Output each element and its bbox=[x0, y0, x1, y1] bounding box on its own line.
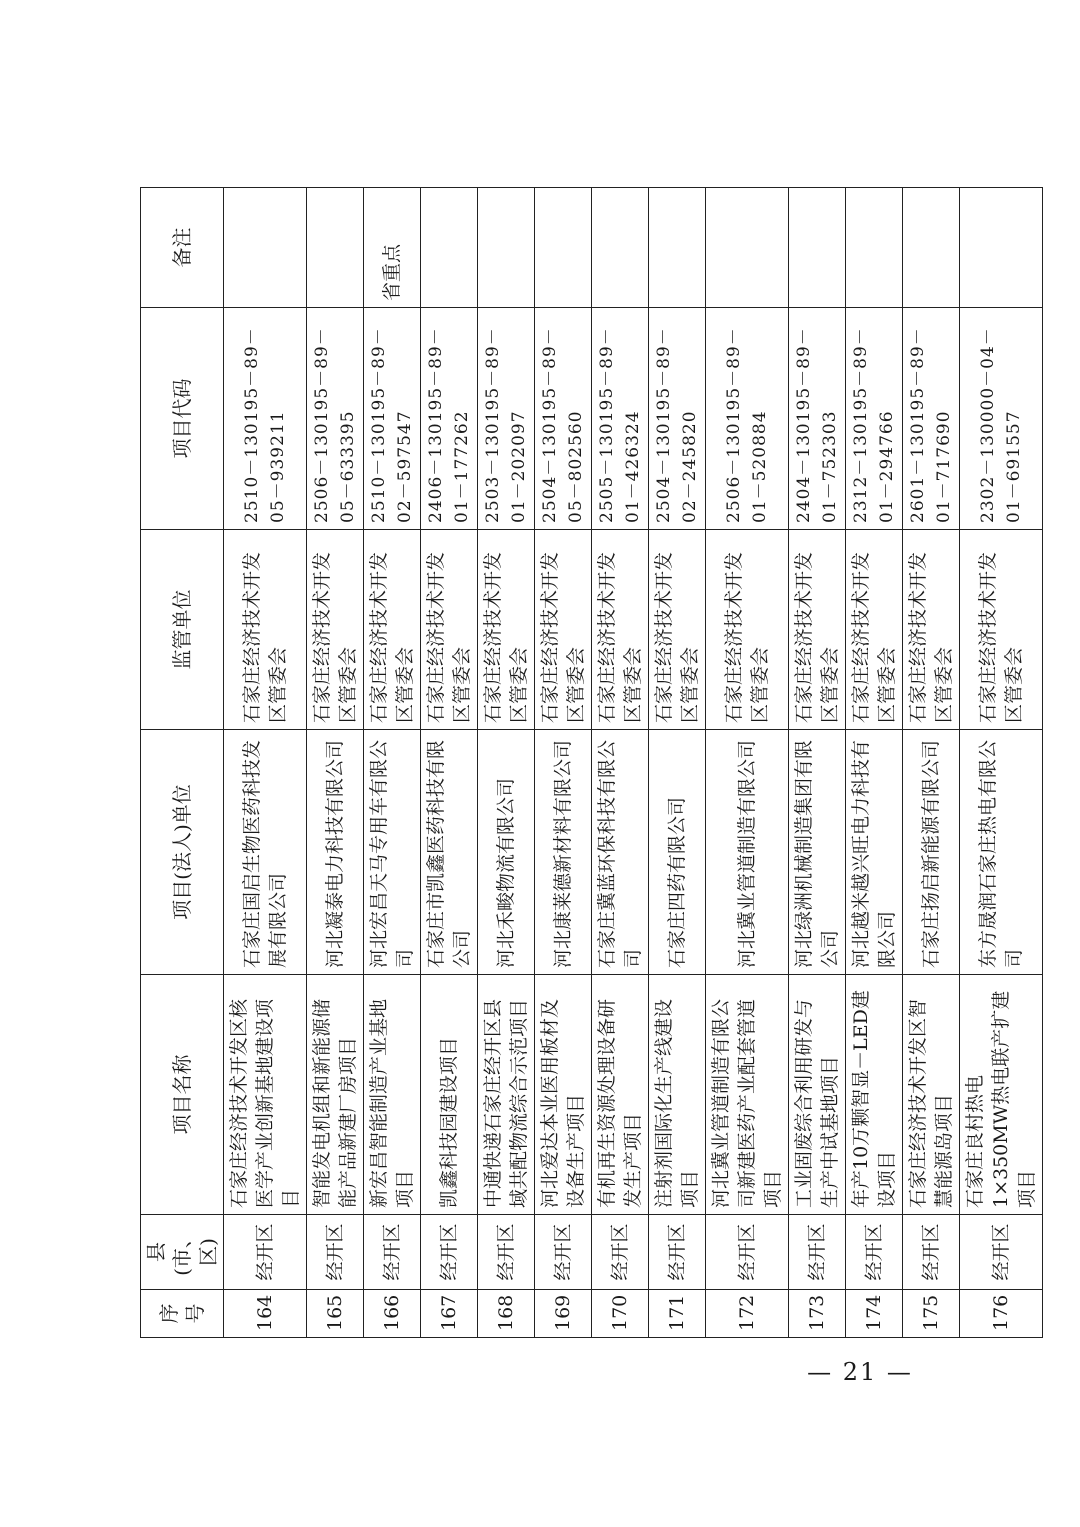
table-row bbox=[307, 188, 364, 1338]
project-table bbox=[140, 187, 1043, 1338]
cell-unit: 河北宏昌天马专用车有限公司 bbox=[364, 730, 421, 975]
cell-unit: 河北康莱德新材料有限公司 bbox=[535, 730, 592, 975]
cell-code: 2601－130195－89－01－717690 bbox=[903, 308, 960, 530]
page-number: — 21 — bbox=[807, 1358, 913, 1386]
cell-county: 经开区 bbox=[706, 1215, 789, 1290]
cell-project-name: 有机再生资源处理设备研发生产项目 bbox=[592, 975, 649, 1215]
cell-unit: 河北越米越兴旺电力科技有限公司 bbox=[846, 730, 903, 975]
cell-seq: 173 bbox=[789, 1290, 846, 1338]
cell-remark bbox=[649, 188, 706, 308]
cell-county: 经开区 bbox=[649, 1215, 706, 1290]
cell-seq: 167 bbox=[421, 1290, 478, 1338]
cell-seq: 169 bbox=[535, 1290, 592, 1338]
table-row bbox=[789, 188, 846, 1338]
cell-seq: 165 bbox=[307, 1290, 364, 1338]
rotated-table-frame bbox=[140, 188, 1038, 1338]
cell-code: 2506－130195－89－05－633395 bbox=[307, 308, 364, 530]
header-remark: 备注 bbox=[141, 188, 224, 308]
cell-supervisor: 石家庄经济技术开发区管委会 bbox=[478, 530, 535, 730]
cell-code: 2510－130195－89－02－597547 bbox=[364, 308, 421, 530]
cell-supervisor: 石家庄经济技术开发区管委会 bbox=[421, 530, 478, 730]
header-unit: 项目(法人)单位 bbox=[141, 730, 224, 975]
header-supervisor: 监管单位 bbox=[141, 530, 224, 730]
table-row bbox=[478, 188, 535, 1338]
cell-project-name: 河北冀业管道制造有限公司新建医药产业配套管道项目 bbox=[706, 975, 789, 1215]
header-county: 县(市、区) bbox=[141, 1215, 224, 1290]
cell-supervisor: 石家庄经济技术开发区管委会 bbox=[960, 530, 1043, 730]
cell-supervisor: 石家庄经济技术开发区管委会 bbox=[307, 530, 364, 730]
table-row bbox=[903, 188, 960, 1338]
cell-code: 2504－130195－89－05－802560 bbox=[535, 308, 592, 530]
cell-project-name: 年产10万颗智显－LED建设项目 bbox=[846, 975, 903, 1215]
cell-supervisor: 石家庄经济技术开发区管委会 bbox=[706, 530, 789, 730]
cell-unit: 石家庄冀蓝环保科技有限公司 bbox=[592, 730, 649, 975]
cell-supervisor: 石家庄经济技术开发区管委会 bbox=[224, 530, 307, 730]
cell-remark bbox=[903, 188, 960, 308]
cell-unit: 石家庄扬启新能源有限公司 bbox=[903, 730, 960, 975]
cell-remark bbox=[535, 188, 592, 308]
cell-county: 经开区 bbox=[478, 1215, 535, 1290]
cell-project-name: 石家庄经济技术开发区智慧能源岛项目 bbox=[903, 975, 960, 1215]
cell-remark: 省重点 bbox=[364, 188, 421, 308]
cell-seq: 166 bbox=[364, 1290, 421, 1338]
cell-supervisor: 石家庄经济技术开发区管委会 bbox=[789, 530, 846, 730]
cell-remark bbox=[478, 188, 535, 308]
cell-unit: 石家庄四药有限公司 bbox=[649, 730, 706, 975]
cell-seq: 175 bbox=[903, 1290, 960, 1338]
cell-code: 2510－130195－89－05－939211 bbox=[224, 308, 307, 530]
cell-remark bbox=[224, 188, 307, 308]
cell-county: 经开区 bbox=[960, 1215, 1043, 1290]
cell-remark bbox=[421, 188, 478, 308]
cell-unit: 河北冀业管道制造有限公司 bbox=[706, 730, 789, 975]
cell-project-name: 智能发电机组和新能源储能产品新建厂房项目 bbox=[307, 975, 364, 1215]
table-row bbox=[364, 188, 421, 1338]
table-row bbox=[846, 188, 903, 1338]
cell-county: 经开区 bbox=[535, 1215, 592, 1290]
cell-supervisor: 石家庄经济技术开发区管委会 bbox=[364, 530, 421, 730]
cell-remark bbox=[592, 188, 649, 308]
cell-supervisor: 石家庄经济技术开发区管委会 bbox=[592, 530, 649, 730]
table-row bbox=[592, 188, 649, 1338]
cell-code: 2504－130195－89－02－245820 bbox=[649, 308, 706, 530]
cell-county: 经开区 bbox=[224, 1215, 307, 1290]
cell-project-name: 石家庄经济技术开发区核医学产业创新基地建设项目 bbox=[224, 975, 307, 1215]
header-row bbox=[141, 188, 224, 1338]
cell-seq: 168 bbox=[478, 1290, 535, 1338]
cell-supervisor: 石家庄经济技术开发区管委会 bbox=[649, 530, 706, 730]
cell-code: 2312－130195－89－01－294766 bbox=[846, 308, 903, 530]
cell-seq: 170 bbox=[592, 1290, 649, 1338]
cell-unit: 石家庄国启生物医药科技发展有限公司 bbox=[224, 730, 307, 975]
cell-remark bbox=[789, 188, 846, 308]
cell-remark bbox=[307, 188, 364, 308]
cell-unit: 石家庄市凯鑫医药科技有限公司 bbox=[421, 730, 478, 975]
cell-unit: 河北凝泰电力科技有限公司 bbox=[307, 730, 364, 975]
cell-code: 2302－130000－04－01－691557 bbox=[960, 308, 1043, 530]
table-row bbox=[421, 188, 478, 1338]
cell-project-name: 中通快递石家庄经开区县域共配物流综合示范项目 bbox=[478, 975, 535, 1215]
header-project-name: 项目名称 bbox=[141, 975, 224, 1215]
cell-county: 经开区 bbox=[789, 1215, 846, 1290]
table-row bbox=[649, 188, 706, 1338]
cell-unit: 东方晟润石家庄热电有限公司 bbox=[960, 730, 1043, 975]
cell-unit: 河北绿洲机械制造集团有限公司 bbox=[789, 730, 846, 975]
cell-seq: 172 bbox=[706, 1290, 789, 1338]
cell-county: 经开区 bbox=[307, 1215, 364, 1290]
cell-county: 经开区 bbox=[846, 1215, 903, 1290]
cell-county: 经开区 bbox=[592, 1215, 649, 1290]
cell-code: 2506－130195－89－01－520884 bbox=[706, 308, 789, 530]
cell-supervisor: 石家庄经济技术开发区管委会 bbox=[846, 530, 903, 730]
cell-seq: 174 bbox=[846, 1290, 903, 1338]
cell-seq: 171 bbox=[649, 1290, 706, 1338]
cell-project-name: 凯鑫科技园建设项目 bbox=[421, 975, 478, 1215]
cell-unit: 河北禾畯物流有限公司 bbox=[478, 730, 535, 975]
cell-supervisor: 石家庄经济技术开发区管委会 bbox=[903, 530, 960, 730]
table-row bbox=[224, 188, 307, 1338]
cell-supervisor: 石家庄经济技术开发区管委会 bbox=[535, 530, 592, 730]
cell-remark bbox=[960, 188, 1043, 308]
cell-county: 经开区 bbox=[364, 1215, 421, 1290]
cell-seq: 164 bbox=[224, 1290, 307, 1338]
cell-project-name: 新宏昌智能制造产业基地项目 bbox=[364, 975, 421, 1215]
cell-project-name: 石家庄良村热电1×350MW热电联产扩建项目 bbox=[960, 975, 1043, 1215]
table-row bbox=[535, 188, 592, 1338]
table-container bbox=[140, 188, 1038, 1338]
cell-county: 经开区 bbox=[421, 1215, 478, 1290]
cell-remark bbox=[846, 188, 903, 308]
cell-project-name: 注射剂国际化生产线建设项目 bbox=[649, 975, 706, 1215]
table-row bbox=[960, 188, 1043, 1338]
cell-seq: 176 bbox=[960, 1290, 1043, 1338]
cell-code: 2505－130195－89－01－426324 bbox=[592, 308, 649, 530]
cell-code: 2404－130195－89－01－752303 bbox=[789, 308, 846, 530]
cell-project-name: 工业固废综合利用研发与生产中试基地项目 bbox=[789, 975, 846, 1215]
cell-county: 经开区 bbox=[903, 1215, 960, 1290]
cell-code: 2503－130195－89－01－202097 bbox=[478, 308, 535, 530]
cell-remark bbox=[706, 188, 789, 308]
cell-code: 2406－130195－89－01－177262 bbox=[421, 308, 478, 530]
cell-project-name: 河北爱达本业医用板材及设备生产项目 bbox=[535, 975, 592, 1215]
header-code: 项目代码 bbox=[141, 308, 224, 530]
table-row bbox=[706, 188, 789, 1338]
header-seq: 序号 bbox=[141, 1290, 224, 1338]
